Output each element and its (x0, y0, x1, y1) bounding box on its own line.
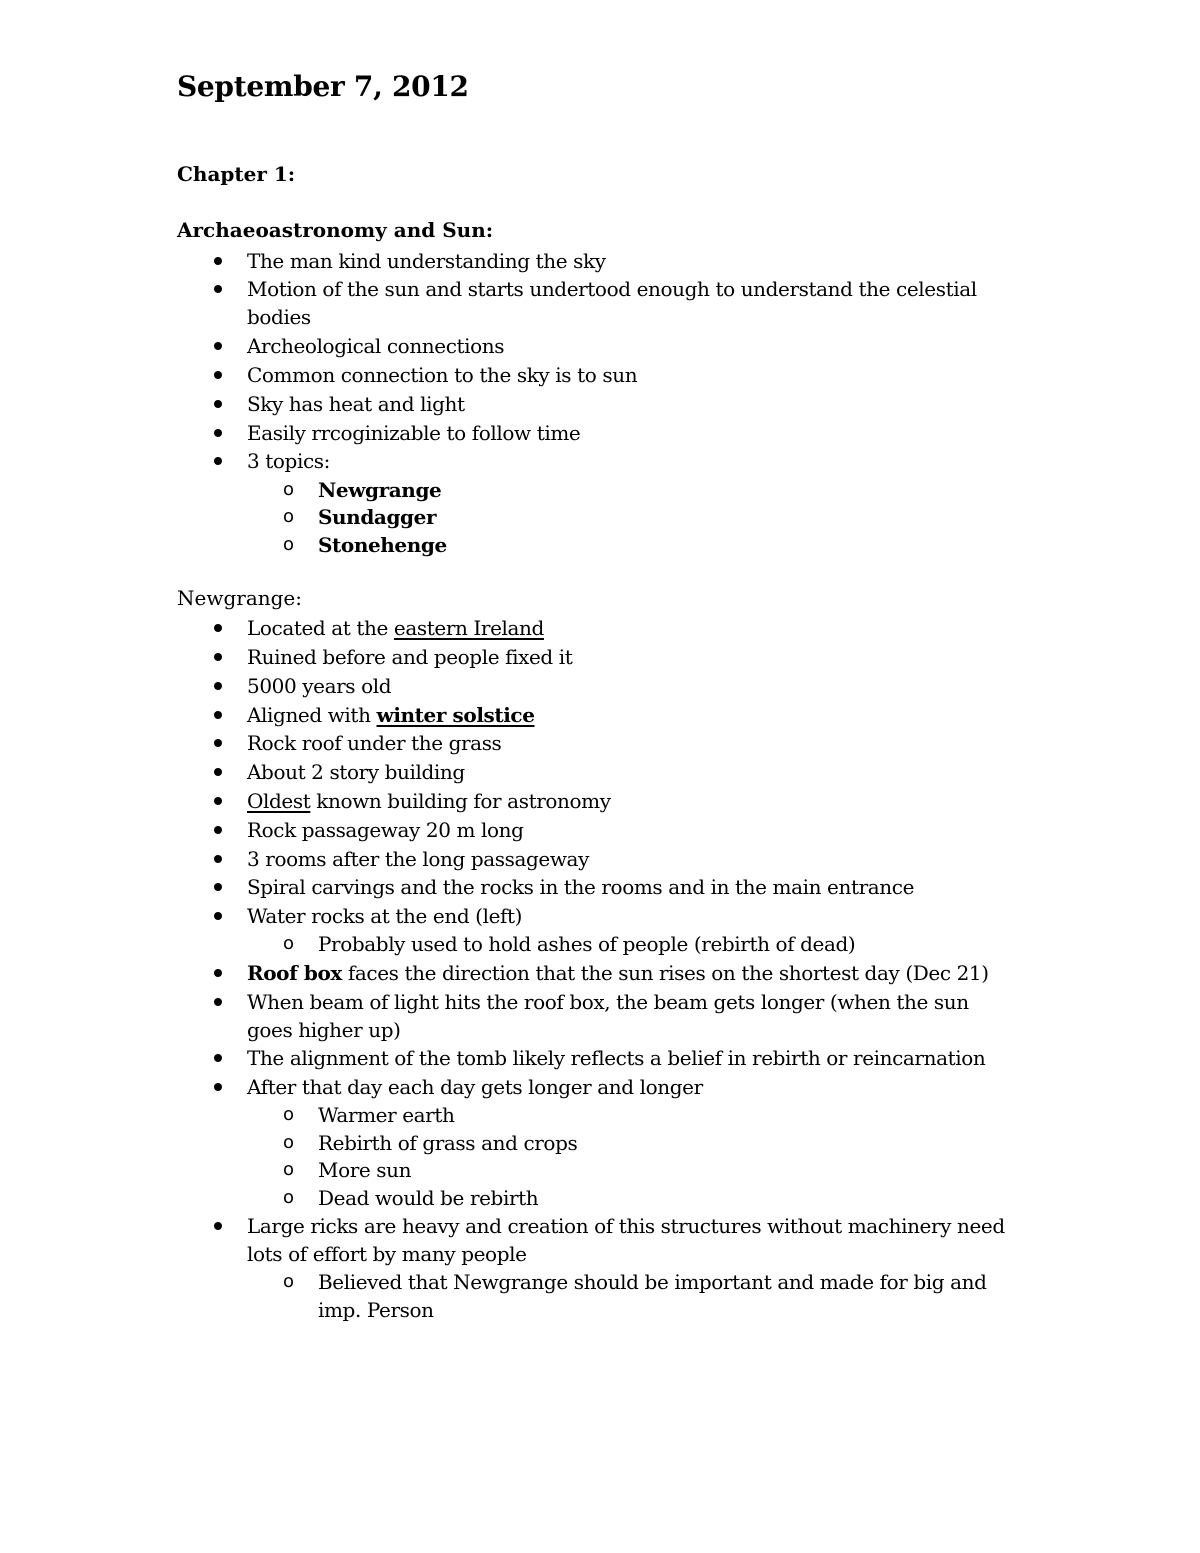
bullet-marker (214, 912, 222, 920)
list-item: After that day each day gets longer and longer (247, 1075, 703, 1099)
page-title: September 7, 2012 (177, 70, 469, 103)
list-item: Large ricks are heavy and creation of this structures without machinery need (247, 1214, 1005, 1238)
sub-list-item: Believed that Newgrange should be important and made for big and (318, 1270, 987, 1294)
list-item-text: faces the direction that the sun rises on the shortest day (Dec 21) (341, 961, 989, 985)
sub-bullet-marker: o (283, 534, 295, 555)
list-item: 3 topics: (247, 449, 330, 473)
bullet-marker (214, 400, 222, 408)
bullet-marker (214, 1083, 222, 1091)
sub-list-item: Probably used to hold ashes of people (rebirth of dead) (318, 932, 856, 956)
sub-bullet-marker: o (283, 1159, 295, 1180)
sub-list-item: More sun (318, 1158, 412, 1182)
bullet-marker (214, 457, 222, 465)
list-item: Common connection to the sky is to sun (247, 363, 638, 387)
list-item (247, 701, 535, 729)
sub-bullet-marker: o (283, 479, 295, 500)
list-item: Archeological connections (247, 334, 505, 358)
bullet-marker (214, 257, 222, 265)
list-item: When beam of light hits the roof box, the beam gets longer (when the sun (247, 990, 969, 1014)
list-item: Motion of the sun and starts undertood enough to understand the celestial (247, 277, 977, 301)
bullet-marker (214, 429, 222, 437)
bullet-marker (214, 653, 222, 661)
sub-bullet-marker: o (283, 1187, 295, 1208)
list-item: The man kind understanding the sky (247, 249, 606, 273)
list-item (247, 787, 611, 815)
sub-bullet-marker: o (283, 506, 295, 527)
list-item: 5000 years old (247, 674, 392, 698)
bullet-marker (214, 855, 222, 863)
underlined-text: eastern Ireland (393, 616, 544, 640)
bullet-marker (214, 711, 222, 719)
sub-list-item: Warmer earth (318, 1103, 455, 1127)
bullet-marker (214, 371, 222, 379)
bullet-marker (214, 797, 222, 805)
sub-list-item: Dead would be rebirth (318, 1186, 539, 1210)
list-item: About 2 story building (247, 760, 465, 784)
bullet-marker (214, 768, 222, 776)
list-item (247, 614, 544, 642)
bold-text: Roof box (247, 961, 342, 985)
list-item: 3 rooms after the long passageway (247, 847, 589, 871)
bullet-marker (214, 883, 222, 891)
bullet-marker (214, 826, 222, 834)
list-item: Spiral carvings and the rocks in the rooms and in the main entrance (247, 875, 915, 899)
underlined-text: Oldest (247, 789, 311, 813)
chapter-heading: Chapter 1: (177, 162, 296, 186)
sub-bullet-marker: o (283, 1271, 295, 1292)
section-heading-archaeoastronomy: Archaeoastronomy and Sun: (177, 218, 494, 242)
list-item-text: known building for astronomy (310, 789, 611, 813)
sub-list-item: Sundagger (318, 505, 437, 529)
list-item: Easily rrcoginizable to follow time (247, 421, 581, 445)
sub-list-item: Newgrange (318, 478, 442, 502)
list-item-continuation: lots of effort by many people (247, 1242, 527, 1266)
bullet-marker (214, 624, 222, 632)
bullet-marker (214, 1222, 222, 1230)
underlined-bold-text: winter solstice (376, 703, 535, 727)
sub-bullet-marker: o (283, 1132, 295, 1153)
bullet-marker (214, 682, 222, 690)
list-item: Water rocks at the end (left) (247, 904, 523, 928)
sub-list-item: Stonehenge (318, 533, 447, 557)
bullet-marker (214, 739, 222, 747)
list-item-continuation: bodies (247, 305, 311, 329)
sub-list-item-continuation: imp. Person (318, 1298, 434, 1322)
list-item: The alignment of the tomb likely reflects a belief in rebirth or reincarnation (247, 1046, 986, 1070)
list-item (247, 959, 989, 987)
list-item: Ruined before and people fixed it (247, 645, 573, 669)
bullet-marker (214, 342, 222, 350)
list-item: Rock roof under the grass (247, 731, 502, 755)
bullet-marker (214, 1054, 222, 1062)
list-item: Rock passageway 20 m long (247, 818, 524, 842)
section-heading-newgrange: Newgrange: (177, 586, 302, 610)
bullet-marker (214, 998, 222, 1006)
bullet-marker (214, 285, 222, 293)
sub-bullet-marker: o (283, 933, 295, 954)
bullet-marker (214, 969, 222, 977)
list-item-continuation: goes higher up) (247, 1018, 401, 1042)
sub-bullet-marker: o (283, 1104, 295, 1125)
list-item: Sky has heat and light (247, 392, 465, 416)
list-item-text: Aligned with (247, 703, 377, 727)
sub-list-item: Rebirth of grass and crops (318, 1131, 578, 1155)
list-item-text: Located at the (247, 616, 394, 640)
